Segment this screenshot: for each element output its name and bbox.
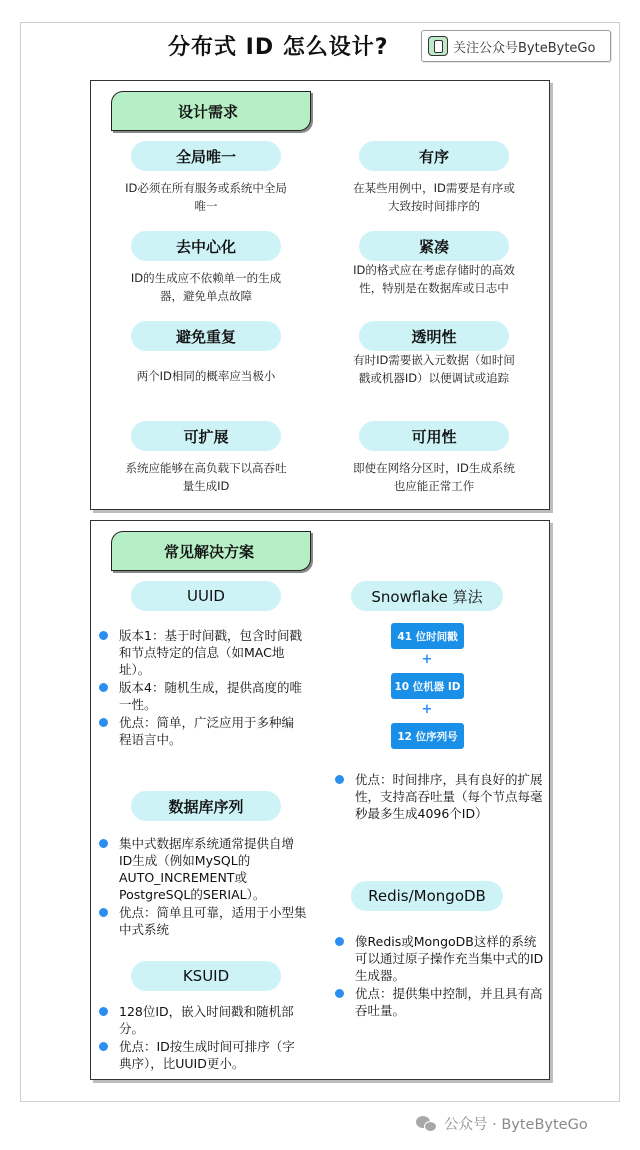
bullet-icon: [335, 937, 344, 946]
req-title-compact: 紧凑: [359, 231, 509, 261]
req-title-decentralized: 去中心化: [131, 231, 281, 261]
list-item: 优点：简单，广泛应用于多种编程语言中。: [99, 714, 304, 748]
requirements-tab: 设计需求: [111, 91, 311, 131]
solutions-panel: [90, 520, 550, 1080]
footer-watermark: [416, 1113, 588, 1134]
redis-mongodb-points: [335, 933, 545, 1020]
req-title-transparency: 透明性: [359, 321, 509, 351]
snowflake-sequence-bits: 12 位序列号: [391, 723, 464, 749]
bullet-icon: [335, 775, 344, 784]
snowflake-plus-2: +: [421, 702, 433, 717]
list-item: 优点：提供集中控制，并且具有高吞吐量。: [335, 985, 545, 1019]
snowflake-points: [335, 771, 545, 823]
bullet-icon: [335, 989, 344, 998]
list-item: 优点：简单且可靠，适用于小型集中式系统: [99, 904, 307, 938]
req-desc-global-unique: ID必须在所有服务或系统中全局唯一: [125, 181, 287, 213]
db-sequence-points: [99, 835, 307, 939]
bullet-icon: [99, 1042, 108, 1051]
list-item: 集中式数据库系统通常提供自增ID生成（例如MySQL的AUTO_INCREMENT或PostgreSQL的SERIAL）。: [99, 835, 307, 903]
page-title: 分布式 ID 怎么设计?: [168, 35, 389, 60]
requirements-panel: [90, 80, 550, 510]
snowflake-plus-1: +: [421, 652, 433, 667]
bullet-icon: [99, 839, 108, 848]
snowflake-timestamp-bits: 41 位时间戳: [391, 623, 464, 649]
uuid-points: [99, 627, 304, 749]
list-item: 128位ID，嵌入时间戳和随机部分。: [99, 1003, 307, 1037]
bullet-icon: [99, 631, 108, 640]
bullet-icon: [99, 718, 108, 727]
req-desc-transparency: 有时ID需要嵌入元数据（如时间戳或机器ID）以便调试或追踪: [353, 353, 515, 385]
brand-text: 关注公众号ByteByteGo: [453, 40, 596, 56]
solution-title-ksuid: KSUID: [131, 961, 281, 991]
req-title-availability: 可用性: [359, 421, 509, 451]
solution-title-snowflake: Snowflake 算法: [351, 581, 503, 611]
ksuid-points: [99, 1003, 307, 1073]
bullet-icon: [99, 683, 108, 692]
list-item: 优点：ID按生成时间可排序（字典序），比UUID更小。: [99, 1038, 307, 1072]
brand-badge[interactable]: [421, 30, 611, 62]
solution-title-uuid: UUID: [131, 581, 281, 611]
req-desc-scalable: 系统应能够在高负载下以高吞吐量生成ID: [125, 461, 287, 493]
req-desc-ordered: 在某些用例中，ID需要是有序或大致按时间排序的: [353, 181, 515, 213]
req-desc-no-duplicate: 两个ID相同的概率应当极小: [136, 369, 276, 383]
req-desc-availability: 即使在网络分区时，ID生成系统也应能正常工作: [353, 461, 515, 493]
req-title-scalable: 可扩展: [131, 421, 281, 451]
solutions-tab: 常见解决方案: [111, 531, 311, 571]
req-desc-compact: ID的格式应在考虑存储时的高效性，特别是在数据库或日志中: [353, 263, 515, 295]
snowflake-machine-bits: 10 位机器 ID: [391, 673, 464, 699]
bullet-icon: [99, 908, 108, 917]
footer-text: 公众号 · ByteByteGo: [444, 1117, 588, 1133]
solution-title-redis-mongodb: Redis/MongoDB: [351, 881, 503, 911]
wechat-icon: [416, 1115, 438, 1133]
list-item: 像Redis或MongoDB这样的系统可以通过原子操作充当集中式的ID生成器。: [335, 933, 545, 984]
bullet-icon: [99, 1007, 108, 1016]
list-item: 版本4：随机生成，提供高度的唯一性。: [99, 679, 304, 713]
bytebytego-logo-icon: [428, 36, 448, 56]
req-title-ordered: 有序: [359, 141, 509, 171]
req-title-global-unique: 全局唯一: [131, 141, 281, 171]
req-desc-decentralized: ID的生成应不依赖单一的生成器，避免单点故障: [130, 271, 282, 303]
req-title-no-duplicate: 避免重复: [131, 321, 281, 351]
list-item: 版本1：基于时间戳，包含时间戳和节点特定的信息（如MAC地址）。: [99, 627, 304, 678]
solution-title-db-sequence: 数据库序列: [131, 791, 281, 821]
list-item: 优点：时间排序，具有良好的扩展性，支持高吞吐量（每个节点每毫秒最多生成4096个ID）: [335, 771, 545, 822]
